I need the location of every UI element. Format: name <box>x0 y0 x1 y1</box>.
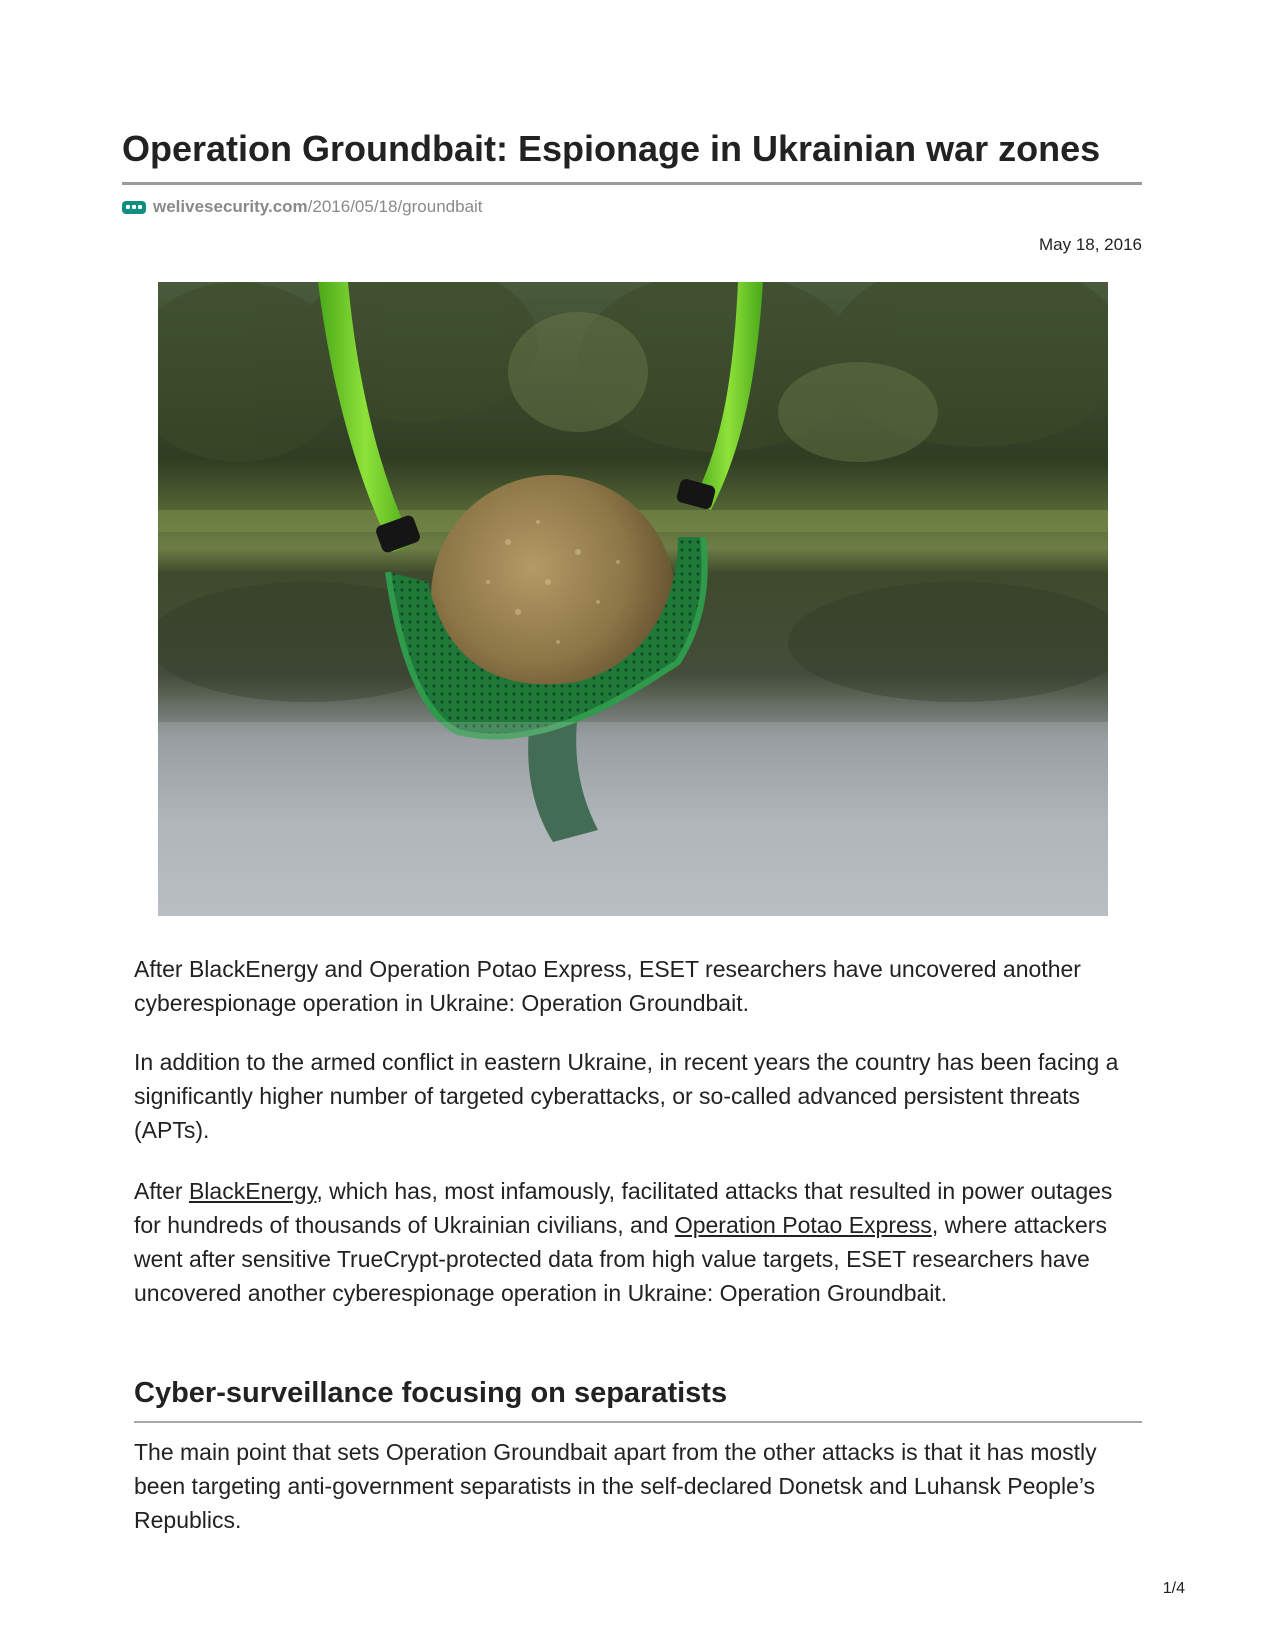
source-path: /2016/05/18/groundbait <box>307 197 483 216</box>
source-domain: welivesecurity.com <box>153 197 308 216</box>
paragraph-context: In addition to the armed conflict in eastern Ukraine, in recent years the country has been facing a significantly higher number of targeted cyberattacks, or so-called advanced persistent threats (APTs). <box>134 1049 1119 1143</box>
publish-date: May 18, 2016 <box>1038 235 1142 254</box>
paragraph-intro: After BlackEnergy and Operation Potao Express, ESET researchers have uncovered another cyberespionage operation in Ukraine: Operation Groundbait. <box>134 956 1081 1016</box>
paragraph-text: , which has, most infamously, facilitated attacks that resulted in power outages for hundreds of thousands of Ukrainian civilians, and <box>134 1178 1113 1238</box>
hero-image <box>158 282 1108 916</box>
paragraph-text: , where attackers went after sensitive TrueCrypt-protected data from high value targets, ESET researchers have uncovered another cyberespionage operation in Ukraine: Operation Groundbait. <box>134 1212 1107 1306</box>
potao-express-link[interactable]: Operation Potao Express <box>674 1212 932 1238</box>
link-badge-icon <box>122 201 146 214</box>
source-link[interactable] <box>122 196 483 218</box>
paragraph-background <box>134 1174 1144 1310</box>
section-heading: Cyber-surveillance focusing on separatists <box>134 1377 728 1409</box>
page-number: 1/4 <box>1162 1580 1185 1597</box>
title-divider <box>122 182 1142 185</box>
section-divider <box>134 1421 1142 1423</box>
paragraph-text: After <box>134 1178 189 1204</box>
page-title: Operation Groundbait: Espionage in Ukrainian war zones <box>122 128 1101 169</box>
paragraph-separatists: The main point that sets Operation Groundbait apart from the other attacks is that it has mostly been targeting anti-government separatists in the self-declared Donetsk and Luhansk People’s Republics. <box>134 1439 1097 1533</box>
blackenergy-link[interactable]: BlackEnergy <box>188 1178 317 1204</box>
